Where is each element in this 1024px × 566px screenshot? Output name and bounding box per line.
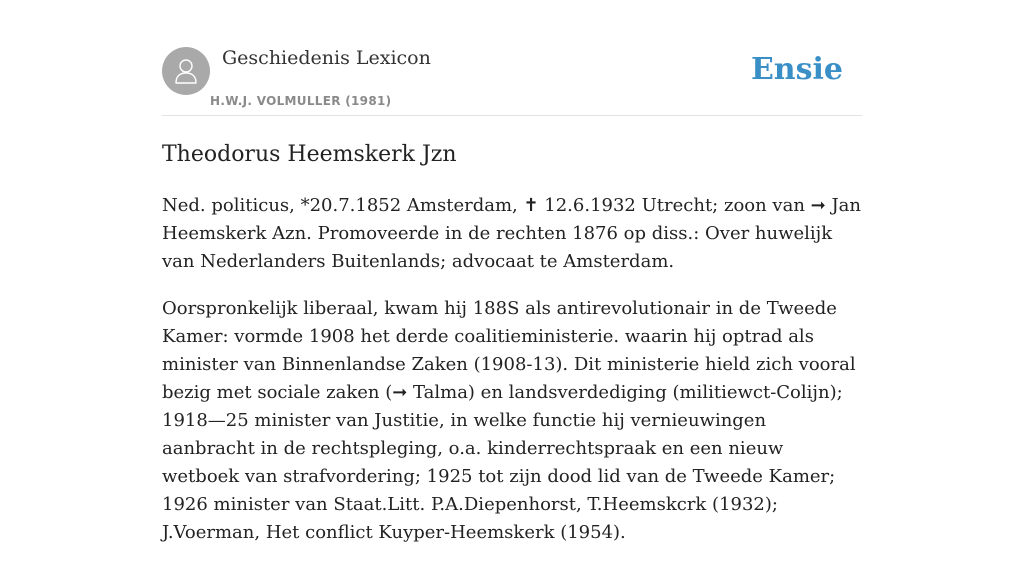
ensie-logo[interactable]: Ensie: [750, 52, 843, 87]
article-title: Theodorus Heemskerk Jzn: [162, 142, 457, 167]
article-paragraph-1: Ned. politicus, *20.7.1852 Amsterdam, ✝ 12.6.1932 Utrecht; zoon van ➞ Jan Heemskerk Azn. Promoveerde in de rechten 1876 op diss.: Over huwelijk van Nederlanders Buitenlands; advocaat te Amsterdam.: [162, 195, 861, 272]
user-avatar-icon[interactable]: [162, 47, 210, 95]
source-header: [162, 0, 862, 116]
source-title-link[interactable]: Geschiedenis Lexicon: [222, 47, 431, 69]
article-paragraph-2: Oorspronkelijk liberaal, kwam hij 188S als antirevolutionair in de Tweede Kamer: vormde 1908 het derde coalitieministerie. waarin hij optrad als minister van Binnenlandse Zaken (1908-13). Dit ministerie hield zich vooral bezig met sociale zaken (➞ Talma) en landsverdediging (militiewct-Colijn); 1918—25 minister van Justitie, in welke functie hij vernieuwingen aanbracht in de rechtspleging, o.a. kinderrechtspraak en een nieuw wetboek van strafvordering; 1925 tot zijn dood lid van de Tweede Kamer; 1926 minister van Staat.Litt. P.A.Diepenhorst, T.Heemskcrk (1932); J.Voerman, Het conflict Kuyper-Heemskerk (1954).: [162, 298, 856, 543]
source-author-link[interactable]: H.W.J. VOLMULLER (1981): [210, 94, 392, 108]
user-outline-icon: [171, 56, 201, 86]
page-container: [162, 0, 862, 543]
article-body: [162, 192, 862, 566]
